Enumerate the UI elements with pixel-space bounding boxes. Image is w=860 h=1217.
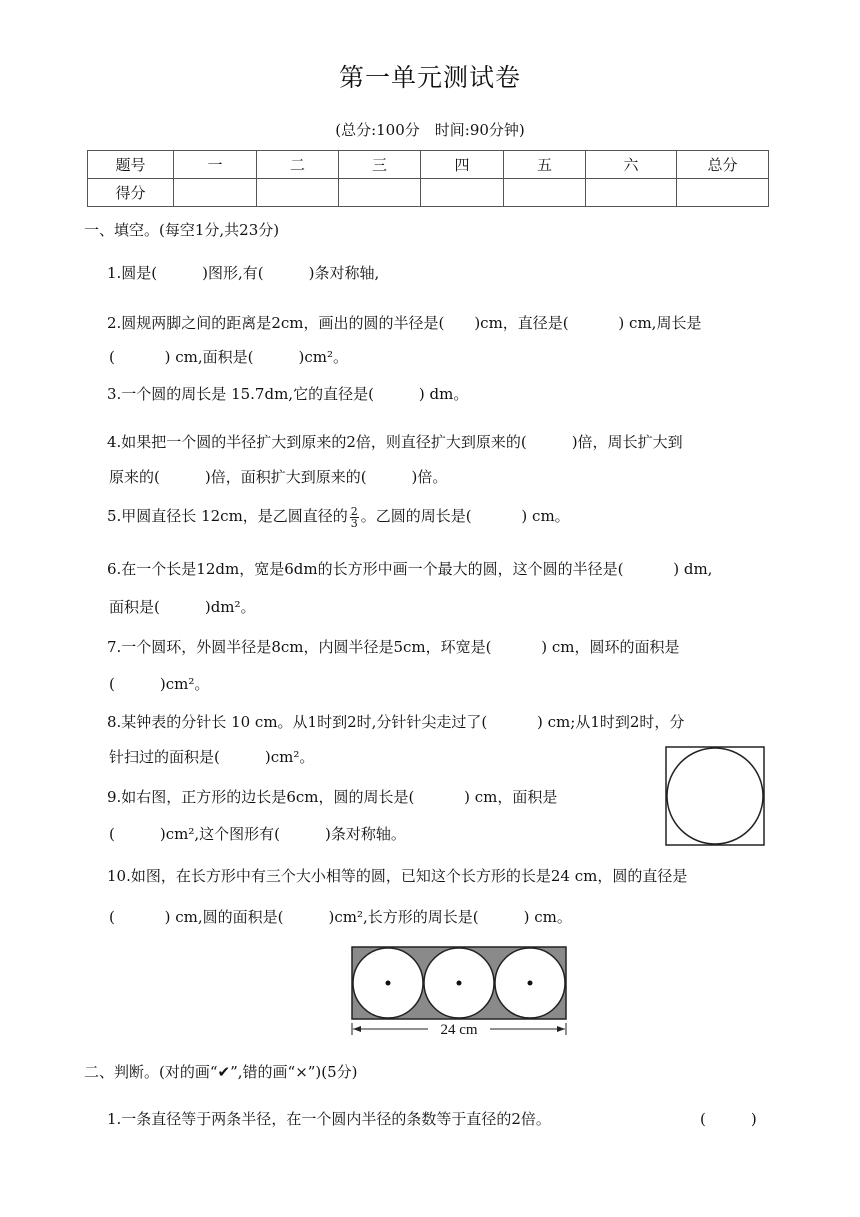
center-dot: [528, 981, 533, 986]
score-cell[interactable]: [586, 179, 677, 207]
score-header-cell: 三: [339, 151, 421, 179]
score-row-label: 得分: [88, 179, 174, 207]
question-line: 2.圆规两脚之间的距离是2cm，画出的圆的半径是( )cm，直径是( ) cm,周长是: [107, 314, 702, 332]
page-title: 第一单元测试卷: [338, 63, 521, 92]
q5-text-after: 。乙圆的周长是( ) cm。: [360, 507, 570, 525]
square-with-circle-figure: [665, 746, 767, 848]
question-line: ( )cm²。: [109, 675, 210, 693]
arrow-right-icon: [557, 1026, 565, 1032]
dimension-label: 24 cm: [440, 1022, 478, 1038]
center-dot: [386, 981, 391, 986]
question-line: 8.某钟表的分针长 10 cm。从1时到2时,分针针尖走过了( ) cm;从1时到2时，分: [107, 713, 685, 731]
question-line: 1.圆是( )图形,有( )条对称轴,: [107, 264, 380, 282]
page-subtitle: (总分:100分 时间:90分钟): [335, 121, 525, 139]
score-cell[interactable]: [174, 179, 257, 207]
inscribed-circle-shape: [667, 748, 763, 844]
score-cell[interactable]: [421, 179, 504, 207]
question-line: ( ) cm,面积是( )cm²。: [109, 348, 348, 366]
fraction-numerator: 2: [350, 504, 358, 518]
section1-heading: 一、填空。(每空1分,共23分): [84, 221, 280, 239]
score-cell[interactable]: [257, 179, 339, 207]
score-cell[interactable]: [504, 179, 586, 207]
question-line: 3.一个圆的周长是 15.7dm,它的直径是( ) dm。: [107, 385, 469, 403]
score-header-cell: 四: [421, 151, 504, 179]
score-header-cell: 一: [174, 151, 257, 179]
question-line: 10.如图，在长方形中有三个大小相等的圆，已知这个长方形的长是24 cm，圆的直径是: [107, 867, 688, 885]
fraction: [350, 506, 359, 529]
score-header-cell: 总分: [677, 151, 769, 179]
score-header-cell: 题号: [88, 151, 174, 179]
question-line: 4.如果把一个圆的半径扩大到原来的2倍，则直径扩大到原来的( )倍，周长扩大到: [107, 433, 683, 451]
question-line: 原来的( )倍，面积扩大到原来的( )倍。: [109, 468, 448, 486]
score-cell[interactable]: [677, 179, 769, 207]
center-dot: [457, 981, 462, 986]
section2-heading: 二、判断。(对的画“✔”,错的画“×”)(5分): [84, 1063, 358, 1081]
score-header-cell: 五: [504, 151, 586, 179]
question-line: 7.一个圆环，外圆半径是8cm，内圆半径是5cm，环宽是( ) cm，圆环的面积是: [107, 638, 680, 656]
question-line: 针扫过的面积是( )cm²。: [109, 748, 315, 766]
score-table-header-row: [88, 151, 769, 179]
question-line: 9.如右图，正方形的边长是6cm，圆的周长是( ) cm，面积是: [107, 788, 558, 806]
question-line: ( )cm²,这个图形有( )条对称轴。: [109, 825, 406, 843]
score-header-cell: 二: [257, 151, 339, 179]
answer-parentheses[interactable]: ( ): [700, 1110, 757, 1128]
rectangle-three-circles-figure: [348, 943, 572, 1039]
score-table: [87, 150, 769, 207]
question-5: [107, 505, 570, 529]
fraction-denominator: 3: [350, 516, 358, 530]
q5-text-before: 5.甲圆直径长 12cm，是乙圆直径的: [107, 507, 348, 525]
score-cell[interactable]: [339, 179, 421, 207]
score-header-cell: 六: [586, 151, 677, 179]
question-line: ( ) cm,圆的面积是( )cm²,长方形的周长是( ) cm。: [109, 908, 572, 926]
arrow-left-icon: [353, 1026, 361, 1032]
score-table-score-row: [88, 179, 769, 207]
question-line: 面积是( )dm²。: [109, 598, 256, 616]
question-line: 6.在一个长是12dm，宽是6dm的长方形中画一个最大的圆，这个圆的半径是( ) dm,: [107, 560, 713, 578]
true-false-question: 1.一条直径等于两条半径，在一个圆内半径的条数等于直径的2倍。: [107, 1110, 551, 1128]
